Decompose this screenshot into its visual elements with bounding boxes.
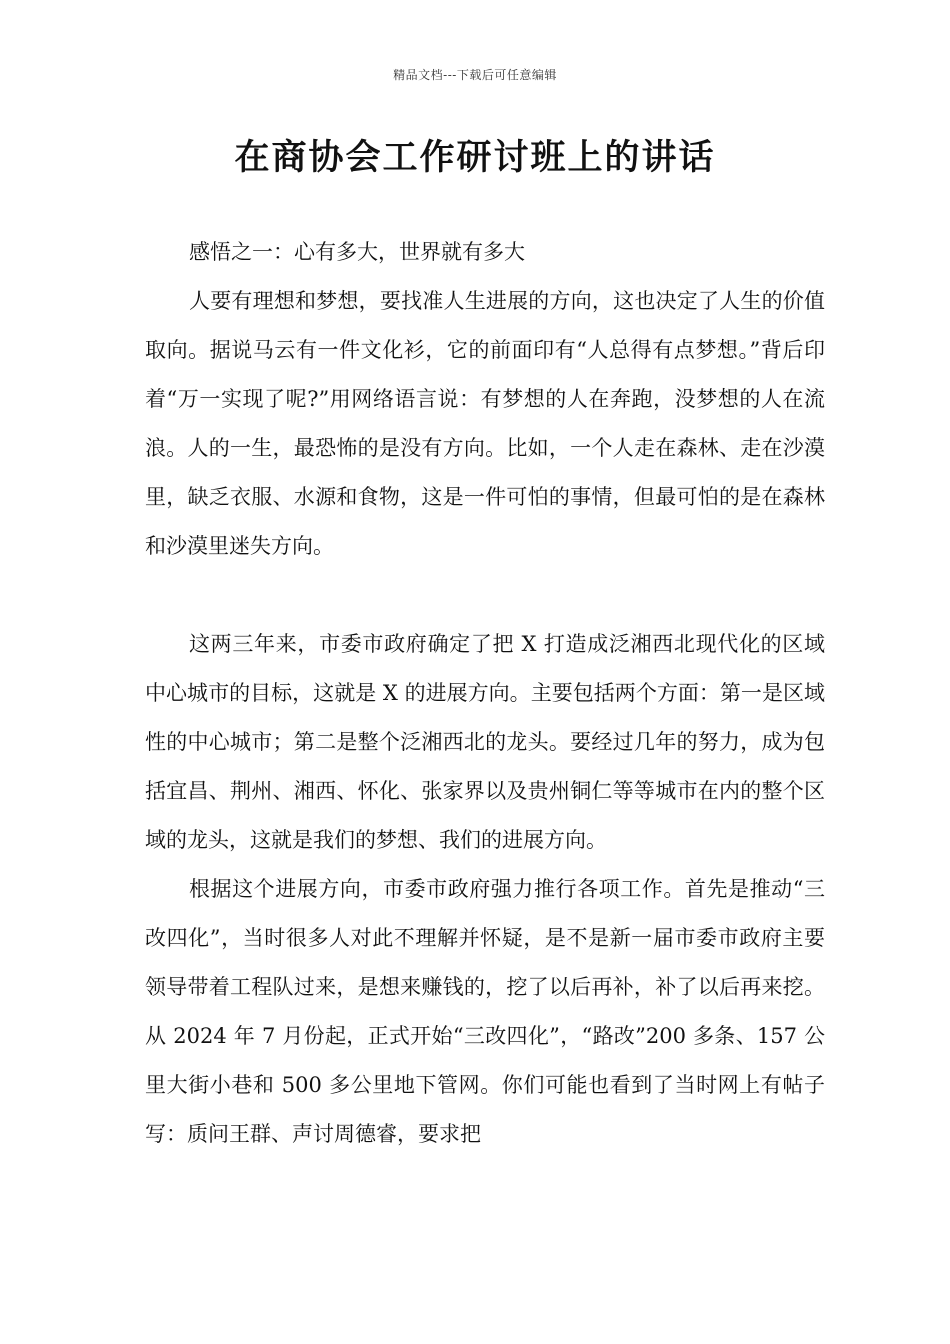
document-title: 在商协会工作研讨班上的讲话	[234, 138, 716, 178]
paragraph: 这两三年来，市委市政府确定了把 X 打造成泛湘西北现代化的区域中心城市的目标，这就是 X 的进展方向。主要包括两个方面：第一是区域性的中心城市；第二是整个泛湘西北的龙头。要经过几年的努力，成为包括宜昌、荆州、湘西、怀化、张家界以及贵州铜仁等等城市在内的整个区域的龙头，这就是我们的梦想、我们的进展方向。	[145, 632, 825, 852]
paragraph: 根据这个进展方向，市委市政府强力推行各项工作。首先是推动“三改四化”，当时很多人对此不理解并怀疑，是不是新一届市委市政府主要领导带着工程队过来，是想来赚钱的，挖了以后再补，补了以后再来挖。从 2024 年 7 月份起，正式开始“三改四化”，“路改”200 多条、157 公里大街小巷和 500 多公里地下管网。你们可能也看到了当时网上有帖子写：质问王群、声讨周德睿，要求把	[145, 877, 825, 1146]
paragraph-heading: 感悟之一：心有多大，世界就有多大	[189, 240, 525, 264]
document-body	[145, 228, 825, 1159]
header-note: 精品文档---下载后可任意编辑	[393, 68, 557, 82]
paragraph-spacer	[145, 571, 825, 620]
paragraph: 人要有理想和梦想，要找准人生进展的方向，这也决定了人生的价值取向。据说马云有一件文化衫，它的前面印有“人总得有点梦想。”背后印着“万一实现了呢?”用网络语言说：有梦想的人在奔跑，没梦想的人在流浪。人的一生，最恐怖的是没有方向。比如，一个人走在森林、走在沙漠里，缺乏衣服、水源和食物，这是一件可怕的事情，但最可怕的是在森林和沙漠里迷失方向。	[145, 289, 825, 558]
